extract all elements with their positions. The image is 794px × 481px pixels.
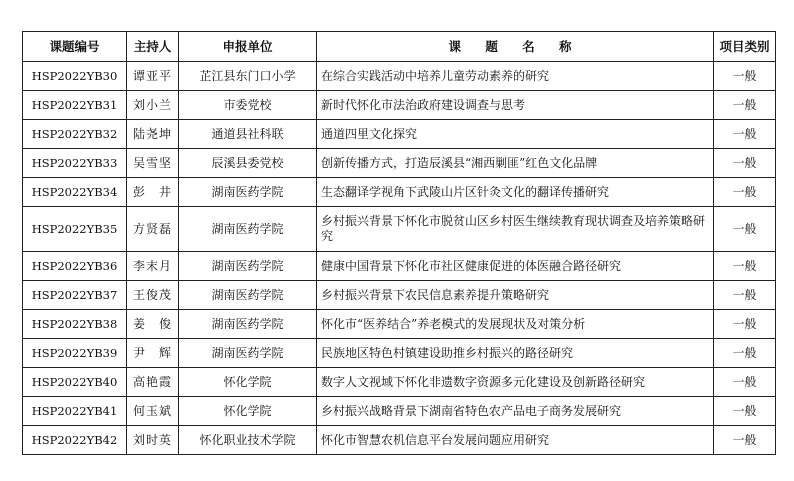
cell-type: 一般 [714, 149, 776, 178]
table-row [23, 252, 776, 281]
cell-unit: 湖南医药学院 [179, 281, 317, 310]
header-unit: 申报单位 [179, 32, 317, 62]
cell-title: 乡村振兴战略背景下湖南省特色农产品电子商务发展研究 [317, 397, 714, 426]
cell-title: 新时代怀化市法治政府建设调查与思考 [317, 91, 714, 120]
cell-type: 一般 [714, 397, 776, 426]
cell-title: 乡村振兴背景下农民信息素养提升策略研究 [317, 281, 714, 310]
header-host: 主持人 [127, 32, 179, 62]
table-row [23, 339, 776, 368]
cell-code: HSP2022YB34 [23, 178, 127, 207]
cell-unit: 芷江县东门口小学 [179, 62, 317, 91]
cell-code: HSP2022YB31 [23, 91, 127, 120]
table-row [23, 207, 776, 252]
cell-unit: 湖南医药学院 [179, 178, 317, 207]
cell-type: 一般 [714, 91, 776, 120]
cell-type: 一般 [714, 252, 776, 281]
cell-host: 陆尧坤 [127, 120, 179, 149]
table-row [23, 178, 776, 207]
cell-unit: 市委党校 [179, 91, 317, 120]
cell-type: 一般 [714, 178, 776, 207]
cell-unit: 湖南医药学院 [179, 207, 317, 252]
cell-unit: 怀化学院 [179, 368, 317, 397]
cell-unit: 湖南医药学院 [179, 310, 317, 339]
cell-host: 彭 井 [127, 178, 179, 207]
header-type: 项目类别 [714, 32, 776, 62]
table-row [23, 426, 776, 455]
table-row [23, 149, 776, 178]
cell-code: HSP2022YB36 [23, 252, 127, 281]
cell-code: HSP2022YB39 [23, 339, 127, 368]
header-code: 课题编号 [23, 32, 127, 62]
cell-title: 健康中国背景下怀化市社区健康促进的体医融合路径研究 [317, 252, 714, 281]
table-row [23, 397, 776, 426]
cell-code: HSP2022YB42 [23, 426, 127, 455]
cell-host: 高艳霞 [127, 368, 179, 397]
table-row [23, 368, 776, 397]
header-row [23, 32, 776, 62]
project-table [22, 31, 776, 455]
cell-title: 乡村振兴背景下怀化市脱贫山区乡村医生继续教育现状调查及培养策略研究 [317, 207, 714, 252]
cell-host: 尹 辉 [127, 339, 179, 368]
cell-title: 创新传播方式，打造辰溪县“湘西剿匪”红色文化品牌 [317, 149, 714, 178]
cell-title: 数字人文视域下怀化非遗数字资源多元化建设及创新路径研究 [317, 368, 714, 397]
cell-type: 一般 [714, 426, 776, 455]
cell-code: HSP2022YB32 [23, 120, 127, 149]
cell-type: 一般 [714, 62, 776, 91]
cell-host: 方贤磊 [127, 207, 179, 252]
cell-host: 谭亚平 [127, 62, 179, 91]
cell-host: 刘小兰 [127, 91, 179, 120]
table-row [23, 91, 776, 120]
cell-code: HSP2022YB35 [23, 207, 127, 252]
cell-type: 一般 [714, 281, 776, 310]
table-row [23, 62, 776, 91]
cell-code: HSP2022YB33 [23, 149, 127, 178]
cell-unit: 辰溪县委党校 [179, 149, 317, 178]
cell-unit: 通道县社科联 [179, 120, 317, 149]
cell-title: 通道四里文化探究 [317, 120, 714, 149]
cell-unit: 湖南医药学院 [179, 252, 317, 281]
cell-unit: 湖南医药学院 [179, 339, 317, 368]
cell-type: 一般 [714, 368, 776, 397]
cell-type: 一般 [714, 339, 776, 368]
cell-host: 姜 俊 [127, 310, 179, 339]
cell-title: 怀化市“医养结合”养老模式的发展现状及对策分析 [317, 310, 714, 339]
cell-type: 一般 [714, 310, 776, 339]
cell-code: HSP2022YB37 [23, 281, 127, 310]
cell-host: 李末月 [127, 252, 179, 281]
cell-title: 在综合实践活动中培养儿童劳动素养的研究 [317, 62, 714, 91]
table-row [23, 310, 776, 339]
cell-type: 一般 [714, 207, 776, 252]
cell-unit: 怀化学院 [179, 397, 317, 426]
header-title: 课 题 名 称 [317, 32, 714, 62]
cell-host: 刘时英 [127, 426, 179, 455]
cell-title: 生态翻译学视角下武陵山片区针灸文化的翻译传播研究 [317, 178, 714, 207]
cell-host: 王俊茂 [127, 281, 179, 310]
table-row [23, 120, 776, 149]
cell-title: 民族地区特色村镇建设助推乡村振兴的路径研究 [317, 339, 714, 368]
table-row [23, 281, 776, 310]
cell-unit: 怀化职业技术学院 [179, 426, 317, 455]
cell-type: 一般 [714, 120, 776, 149]
cell-code: HSP2022YB40 [23, 368, 127, 397]
cell-title: 怀化市智慧农机信息平台发展问题应用研究 [317, 426, 714, 455]
cell-code: HSP2022YB41 [23, 397, 127, 426]
cell-host: 吴雪坚 [127, 149, 179, 178]
cell-code: HSP2022YB30 [23, 62, 127, 91]
cell-code: HSP2022YB38 [23, 310, 127, 339]
cell-host: 何玉斌 [127, 397, 179, 426]
